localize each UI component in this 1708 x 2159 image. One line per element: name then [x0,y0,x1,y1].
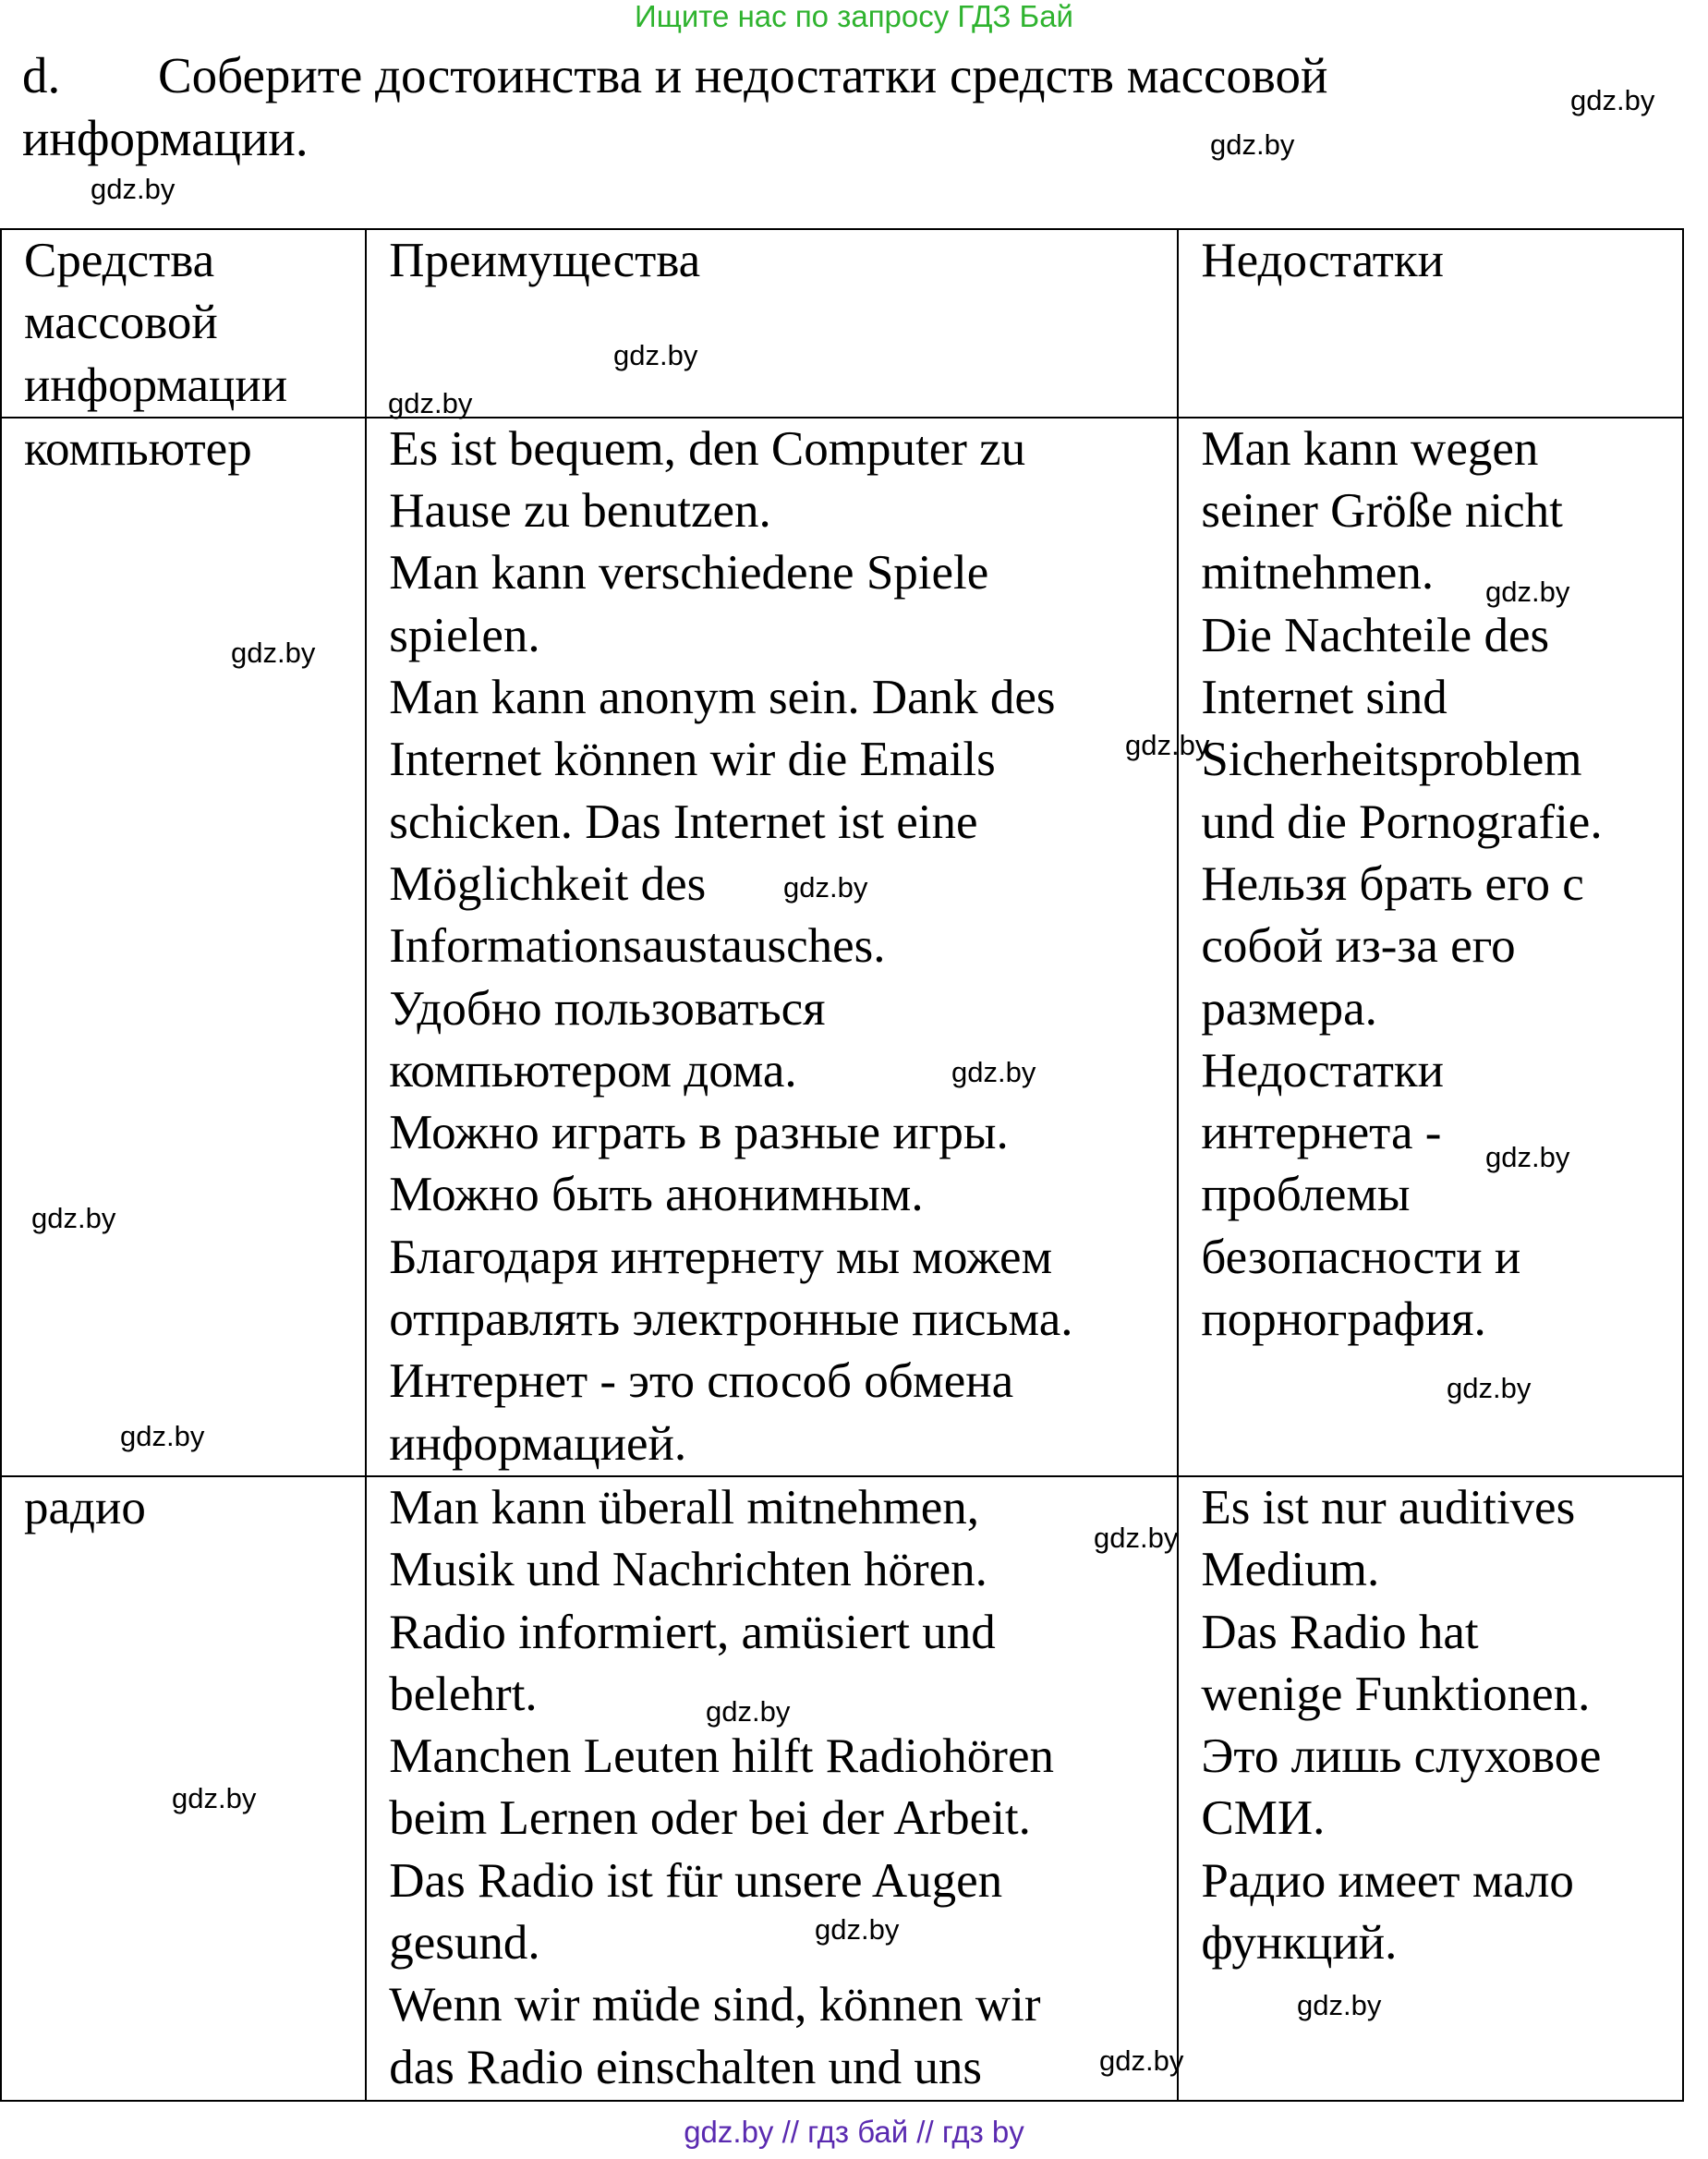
text-line: Internet können wir die Emails [389,733,996,787]
text-line: Man kann anonym sein. Dank des [389,671,1056,725]
text-line: СМИ. [1201,1791,1326,1846]
watermark: gdz.by [613,339,698,371]
watermark: gdz.by [91,173,176,205]
watermark: gdz.by [783,871,868,904]
header-advantages [366,229,1178,418]
disadvantages-cell [1178,418,1683,1476]
task-text-line-2: информации. [22,110,309,166]
text-line: Sicherheitsproblem [1201,733,1582,787]
text-line: Radio informiert, amüsiert und [389,1605,996,1659]
text-line: Man kann wegen [1201,421,1539,476]
text-line: Удобно пользоваться [389,981,826,1036]
text-line: Благодаря интернету мы можем [389,1230,1053,1284]
media-name: компьютер [24,421,252,476]
text-line: Man kann verschiedene Spiele [389,546,989,600]
text-line: функций. [1201,1916,1398,1971]
text-line: собой из-за его [1201,919,1516,974]
text-line: spielen. [389,608,540,662]
text-line: schicken. Das Internet ist eine [389,794,978,849]
top-search-link[interactable]: Ищите нас по запросу ГДЗ Бай [635,0,1073,33]
text-line: beim Lernen oder bei der Arbeit. [389,1791,1031,1846]
watermark: gdz.by [1570,84,1655,116]
disadvantages-cell [1178,1476,1683,2101]
watermark: gdz.by [1210,128,1295,161]
text-line: Medium. [1201,1543,1380,1597]
text-line: belehrt. [389,1667,538,1721]
watermark: gdz.by [706,1695,791,1728]
text-line: Informationsaustausches. [389,919,886,974]
text-line: Es ist bequem, den Computer zu [389,421,1026,476]
watermark: gdz.by [1125,729,1210,761]
advantages-cell [366,1476,1178,2101]
watermark: gdz.by [1485,1141,1570,1173]
text-line: Нельзя брать его с [1201,856,1584,911]
watermark: gdz.by [120,1420,205,1452]
header-media-line: информации [24,358,288,412]
text-line: und die Pornografie. [1201,794,1603,849]
media-name: радио [24,1480,146,1534]
text-line: Es ist nur auditives [1201,1480,1576,1534]
text-line: информацией. [389,1416,687,1471]
text-line: mitnehmen. [1201,546,1435,600]
header-disadvantages [1178,229,1683,418]
text-line: Wenn wir müde sind, können wir [389,1978,1041,2032]
media-cell [1,418,366,1476]
watermark: gdz.by [1447,1372,1532,1404]
text-line: отправлять электронные письма. [389,1292,1073,1347]
text-line: wenige Funktionen. [1201,1667,1591,1721]
text-line: проблемы [1201,1168,1411,1222]
text-line: размера. [1201,981,1377,1036]
text-line: Man kann überall mitnehmen, [389,1480,980,1534]
text-line: Можно играть в разные игры. [389,1106,1009,1160]
watermark: gdz.by [172,1782,257,1814]
watermark: gdz.by [31,1202,116,1234]
table-header-row [1,229,1683,418]
watermark: gdz.by [1099,2044,1184,2077]
watermark: gdz.by [231,637,316,669]
watermark: gdz.by [388,387,473,419]
header-media [1,229,366,418]
header-advantages-label: Преимущества [389,234,701,287]
text-line: Hause zu benutzen. [389,484,771,539]
text-line: порнография. [1201,1292,1486,1347]
watermark: gdz.by [1094,1522,1179,1554]
text-line: das Radio einschalten und uns [389,2040,983,2094]
text-line: безопасности и [1201,1230,1521,1284]
table-row-computer [1,418,1683,1476]
text-line: Интернет - это способ обмена [389,1354,1014,1409]
footer-links[interactable]: gdz.by // гдз бай // гдз by [684,2115,1024,2149]
watermark: gdz.by [951,1056,1036,1088]
advantages-cell [366,418,1178,1476]
watermark: gdz.by [815,1913,900,1946]
header-media-line: массовой [24,296,218,350]
header-disadvantages-label: Недостатки [1201,234,1445,287]
text-line: seiner Größe nicht [1201,484,1563,539]
text-line: Möglichkeit des [389,856,707,911]
text-line: Die Nachteile des [1201,608,1550,662]
text-line: Можно быть анонимным. [389,1168,924,1222]
watermark: gdz.by [1485,576,1570,608]
task-letter: d. [22,47,61,103]
text-line: Das Radio hat [1201,1605,1479,1659]
text-line: Das Radio ist für unsere Augen [389,1853,1003,1908]
text-line: gesund. [389,1916,540,1971]
text-line: Manchen Leuten hilft Radiohören [389,1729,1054,1784]
task-text-line-1: Соберите достоинства и недостатки средств массовой [158,47,1328,103]
text-line: Internet sind [1201,671,1448,725]
text-line: компьютером дома. [389,1043,797,1098]
header-media-line: Средства [24,234,215,287]
text-line: Musik und Nachrichten hören. [389,1543,987,1597]
text-line: Недостатки [1201,1043,1445,1098]
text-line: интернета - [1201,1106,1442,1160]
media-comparison-table [0,228,1684,2102]
watermark: gdz.by [1297,1989,1382,2021]
text-line: Это лишь слуховое [1201,1729,1602,1784]
text-line: Радио имеет мало [1201,1853,1574,1908]
